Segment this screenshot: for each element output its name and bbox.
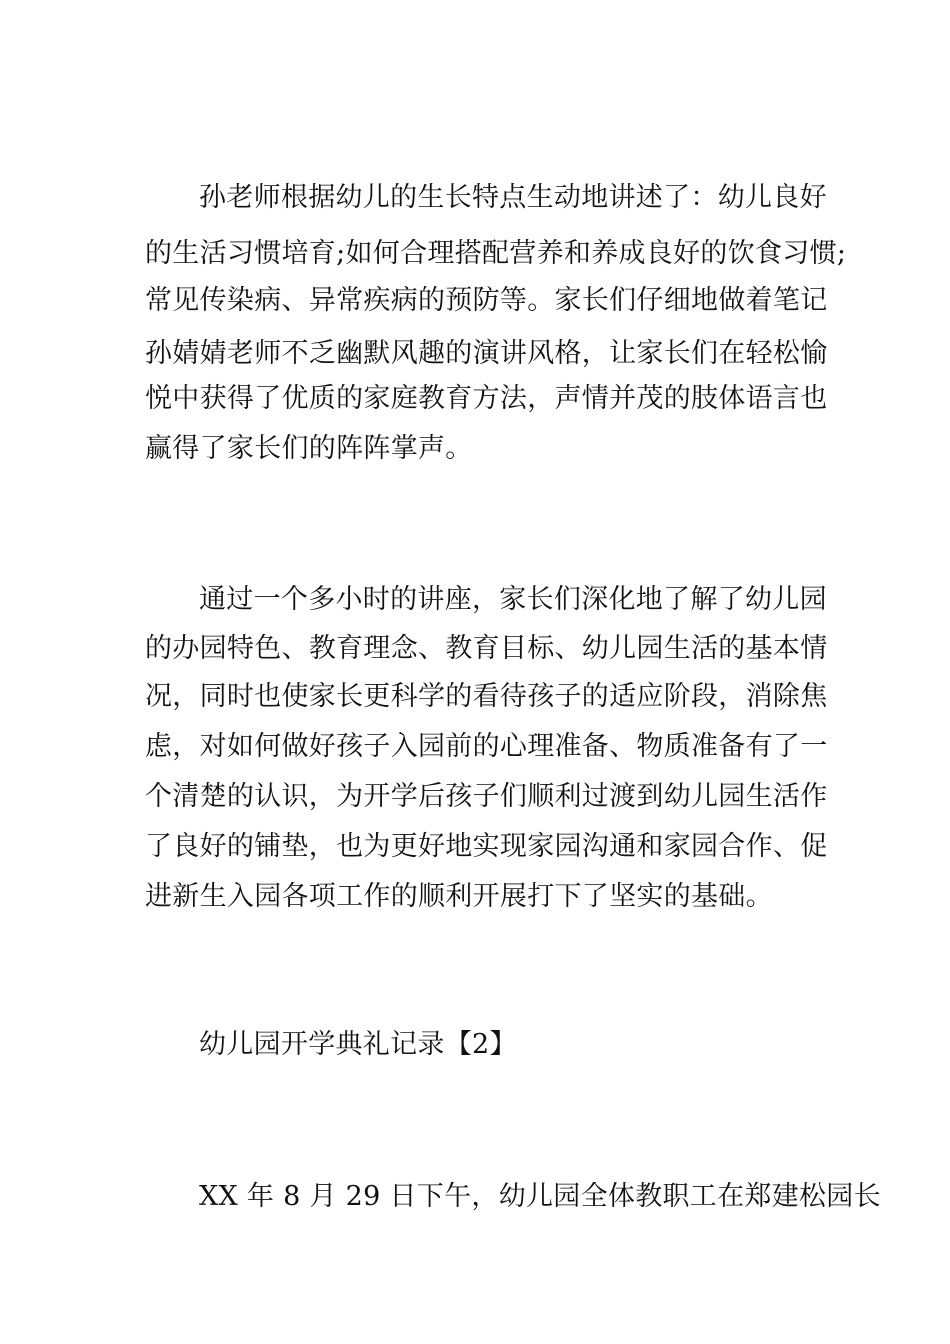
paragraph-line: 的生活习惯培育;如何合理搭配营养和养成良好的饮食习惯;: [145, 238, 847, 269]
paragraph-line: 孙婧婧老师不乏幽默风趣的演讲风格，让家长们在轻松愉: [145, 338, 828, 369]
paragraph-line: 了良好的铺垫，也为更好地实现家园沟通和家园合作、促: [145, 831, 828, 862]
paragraph-line: 况，同时也使家长更科学的看待孩子的适应阶段，消除焦: [145, 681, 828, 712]
paragraph-line: 通过一个多小时的讲座，家长们深化地了解了幼儿园: [199, 584, 827, 615]
section-heading: 幼儿园开学典礼记录【2】: [199, 1029, 517, 1060]
paragraph-line: 悦中获得了优质的家庭教育方法，声情并茂的肢体语言也: [145, 383, 828, 414]
paragraph-line: 虑，对如何做好孩子入园前的心理准备、物质准备有了一: [145, 731, 828, 762]
paragraph-line: 个清楚的认识，为开学后孩子们顺利过渡到幼儿园生活作: [145, 781, 828, 812]
paragraph-line: 赢得了家长们的阵阵掌声。: [145, 433, 473, 464]
paragraph-line: XX 年 8 月 29 日下午，幼儿园全体教职工在郑建松园长: [199, 1181, 881, 1212]
paragraph-line: 进新生入园各项工作的顺利开展打下了坚实的基础。: [145, 881, 773, 912]
paragraph-line: 孙老师根据幼儿的生长特点生动地讲述了：幼儿良好: [199, 182, 827, 213]
paragraph-line: 常见传染病、异常疾病的预防等。家长们仔细地做着笔记: [145, 285, 828, 316]
paragraph-line: 的办园特色、教育理念、教育目标、幼儿园生活的基本情: [145, 633, 828, 664]
